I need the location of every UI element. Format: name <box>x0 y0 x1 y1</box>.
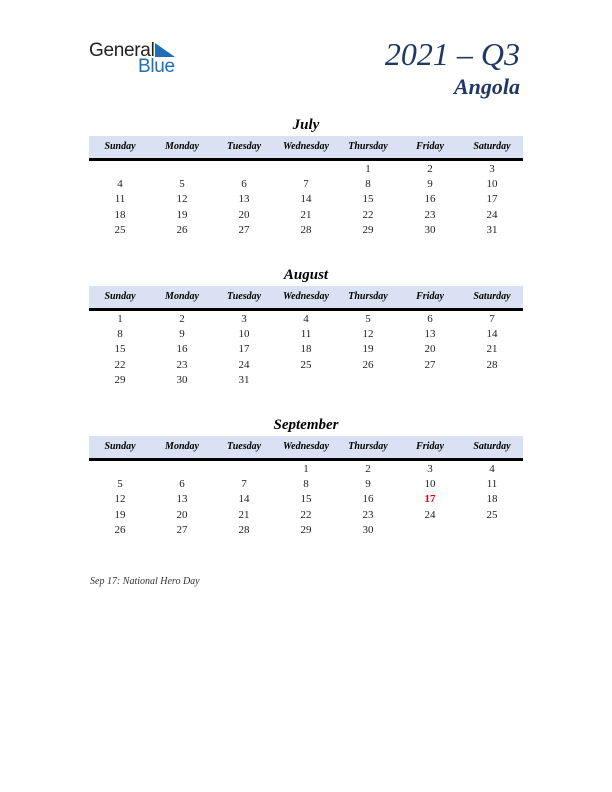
day-cell <box>461 523 523 538</box>
day-cell: 13 <box>238 193 250 206</box>
day-cell: 14 <box>300 193 312 206</box>
day-cell: 26 <box>176 223 188 236</box>
weekday-label: Friday <box>416 441 444 452</box>
week-row <box>89 208 523 223</box>
weekday-label: Thursday <box>348 291 388 302</box>
weekday-header <box>89 436 523 461</box>
day-cell: 25 <box>486 508 498 521</box>
day-cell: 22 <box>114 358 126 371</box>
day-cell: 3 <box>489 163 495 175</box>
weeks <box>89 161 523 238</box>
day-cell: 4 <box>303 313 309 325</box>
day-cell: 19 <box>114 508 126 521</box>
day-cell: 28 <box>300 223 312 236</box>
weeks <box>89 461 523 538</box>
week-row <box>89 523 523 538</box>
weekday-label: Saturday <box>473 291 511 302</box>
weekday-label: Monday <box>165 441 199 452</box>
week-row <box>89 462 523 477</box>
day-cell: 23 <box>424 208 436 221</box>
day-cell: 15 <box>300 493 312 506</box>
day-cell: 5 <box>179 178 185 191</box>
day-cell: 1 <box>303 463 309 475</box>
weekday-header <box>89 136 523 161</box>
day-cell: 18 <box>486 493 498 506</box>
weekday-label: Tuesday <box>226 291 262 302</box>
day-cell: 13 <box>176 493 188 506</box>
day-cell: 21 <box>238 508 250 521</box>
weekday-label: Wednesday <box>283 441 329 452</box>
weekday-label: Tuesday <box>226 141 262 152</box>
day-cell: 15 <box>362 193 374 206</box>
day-cell <box>151 462 213 477</box>
day-cell: 24 <box>424 508 436 521</box>
day-cell: 12 <box>114 493 126 506</box>
day-cell: 27 <box>238 223 250 236</box>
weekday-label: Friday <box>416 141 444 152</box>
weekday-label: Wednesday <box>283 291 329 302</box>
day-cell: 21 <box>486 343 498 356</box>
week-row <box>89 327 523 342</box>
day-cell: 19 <box>362 343 374 356</box>
month-title: August <box>283 267 329 283</box>
day-cell: 29 <box>300 523 312 536</box>
day-cell <box>275 162 337 177</box>
day-cell <box>89 162 151 177</box>
day-cell: 16 <box>362 493 374 506</box>
day-cell: 30 <box>176 373 188 386</box>
day-cell: 23 <box>176 358 188 371</box>
weekday-header <box>89 286 523 311</box>
day-cell: 6 <box>179 478 185 491</box>
week-row <box>89 358 523 373</box>
week-row <box>89 312 523 327</box>
weekday-label: Sunday <box>104 141 136 152</box>
day-cell: 18 <box>114 208 126 221</box>
weeks <box>89 311 523 388</box>
week-row <box>89 223 523 238</box>
page-title: 2021 – Q3 <box>384 36 520 72</box>
day-cell: 20 <box>176 508 188 521</box>
weekday-label: Tuesday <box>226 441 262 452</box>
logo-text-blue: Blue <box>138 56 175 77</box>
day-cell: 14 <box>238 493 250 506</box>
day-cell: 17 <box>486 193 498 206</box>
generalblue-logo <box>89 40 189 76</box>
week-row <box>89 477 523 492</box>
day-cell: 20 <box>238 208 250 221</box>
day-cell: 8 <box>117 328 123 341</box>
day-cell <box>213 462 275 477</box>
month-july <box>89 115 523 238</box>
day-cell <box>89 462 151 477</box>
day-cell: 14 <box>486 328 498 341</box>
day-cell: 8 <box>303 478 309 491</box>
day-cell: 26 <box>114 523 126 536</box>
weekday-label: Monday <box>165 291 199 302</box>
day-cell: 6 <box>427 313 433 325</box>
day-cell <box>399 373 461 388</box>
day-cell: 10 <box>238 328 250 341</box>
day-cell <box>151 162 213 177</box>
weekday-label: Saturday <box>473 441 511 452</box>
day-cell <box>399 523 461 538</box>
day-cell: 9 <box>427 178 433 191</box>
day-cell: 9 <box>179 328 185 341</box>
month-title: July <box>292 117 320 133</box>
day-cell <box>461 373 523 388</box>
logo-triangle-icon <box>155 43 175 57</box>
week-row <box>89 508 523 523</box>
day-cell: 1 <box>117 313 123 325</box>
day-cell: 2 <box>365 463 371 475</box>
day-cell: 2 <box>427 163 433 175</box>
day-cell: 15 <box>114 343 126 356</box>
day-cell: 31 <box>486 223 498 236</box>
day-cell: 30 <box>362 523 374 536</box>
day-cell: 5 <box>117 478 123 491</box>
day-cell: 6 <box>241 178 247 191</box>
day-cell: 7 <box>489 313 495 325</box>
month-august <box>89 265 523 388</box>
day-cell: 30 <box>424 223 436 236</box>
weekday-label: Thursday <box>348 441 388 452</box>
day-cell: 16 <box>176 343 188 356</box>
day-cell: 12 <box>176 193 188 206</box>
weekday-label: Friday <box>416 291 444 302</box>
day-cell: 9 <box>365 478 371 491</box>
weekday-label: Sunday <box>104 441 136 452</box>
day-cell: 4 <box>489 463 495 475</box>
day-cell: 24 <box>486 208 498 221</box>
day-cell: 11 <box>114 193 126 206</box>
weekday-label: Monday <box>165 141 199 152</box>
holiday-note: Sep 17: National Hero Day <box>90 576 200 587</box>
day-cell: 7 <box>303 178 309 191</box>
day-cell: 16 <box>424 193 436 206</box>
weekday-label: Saturday <box>473 141 511 152</box>
week-row <box>89 192 523 207</box>
day-cell: 4 <box>117 178 123 191</box>
weekday-label: Sunday <box>104 291 136 302</box>
day-cell: 11 <box>300 328 312 341</box>
day-cell: 12 <box>362 328 374 341</box>
day-cell: 19 <box>176 208 188 221</box>
day-cell: 22 <box>362 208 374 221</box>
day-cell: 26 <box>362 358 374 371</box>
country-name: Angola <box>453 74 520 99</box>
day-cell: 17 <box>238 343 250 356</box>
day-cell: 27 <box>176 523 188 536</box>
day-cell: 18 <box>300 343 312 356</box>
day-cell: 21 <box>300 208 312 221</box>
day-cell: 24 <box>238 358 250 371</box>
day-cell: 7 <box>241 478 247 491</box>
day-cell: 3 <box>241 313 247 325</box>
day-cell: 3 <box>427 463 433 475</box>
day-cell: 2 <box>179 313 185 325</box>
day-cell <box>337 373 399 388</box>
weekday-label: Wednesday <box>283 141 329 152</box>
day-cell: 23 <box>362 508 374 521</box>
day-cell: 22 <box>300 508 312 521</box>
day-cell: 27 <box>424 358 436 371</box>
week-row <box>89 162 523 177</box>
day-cell: 10 <box>424 478 436 491</box>
day-cell: 13 <box>424 328 436 341</box>
day-cell: 25 <box>300 358 312 371</box>
day-cell: 5 <box>365 313 371 325</box>
day-cell: 1 <box>365 163 371 175</box>
month-title: September <box>273 417 339 433</box>
day-cell: 11 <box>486 478 498 491</box>
day-cell: 29 <box>362 223 374 236</box>
logo-text-general: General <box>89 40 155 61</box>
day-cell: 28 <box>486 358 498 371</box>
week-row <box>89 177 523 192</box>
day-cell: 29 <box>114 373 126 386</box>
holiday-day-cell: 17 <box>424 493 436 506</box>
day-cell: 31 <box>238 373 250 386</box>
day-cell: 20 <box>424 343 436 356</box>
week-row <box>89 373 523 388</box>
day-cell <box>275 373 337 388</box>
week-row <box>89 492 523 507</box>
day-cell: 28 <box>238 523 250 536</box>
month-september <box>89 415 523 538</box>
day-cell <box>213 162 275 177</box>
week-row <box>89 342 523 357</box>
day-cell: 25 <box>114 223 126 236</box>
day-cell: 8 <box>365 178 371 191</box>
weekday-label: Thursday <box>348 141 388 152</box>
day-cell: 10 <box>486 178 498 191</box>
